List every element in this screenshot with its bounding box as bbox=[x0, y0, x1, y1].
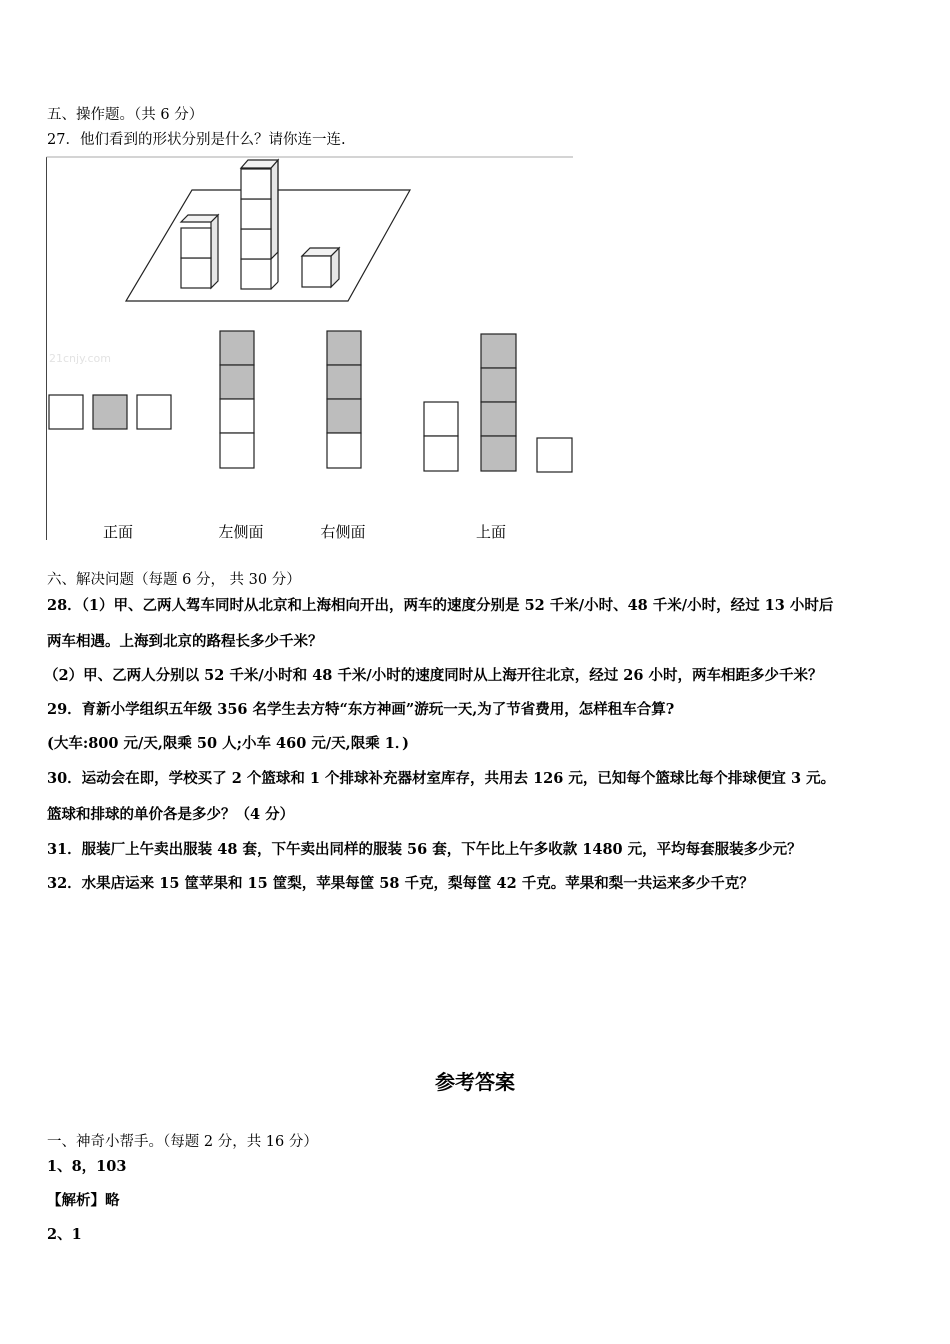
question-28-line-1: 28．（1）甲、乙两人驾车同时从北京和上海相向开出，两车的速度分别是 52 千米/小时、48 千米/小时，经过 13 小时后 bbox=[47, 597, 834, 614]
question-29-line-1: 29．育新小学组织五年级 356 名学生去方特“东方神画”游玩一天,为了节省费用，怎样租车合算? bbox=[47, 701, 675, 718]
top-view bbox=[424, 334, 572, 472]
label-left-side: 左侧面 bbox=[218, 523, 264, 541]
question-31: 31．服装厂上午卖出服装 48 套，下午卖出同样的服装 56 套，下午比上午多收款 1480 元，平均每套服装多少元？ bbox=[47, 841, 802, 858]
front-view bbox=[49, 395, 171, 429]
question-30-line-1: 30．运动会在即，学校买了 2 个篮球和 1 个排球补充器材室库存，共用去 126 元，已知每个篮球比每个排球便宜 3 元。 bbox=[47, 770, 836, 787]
answer-1: 1、8，103 bbox=[47, 1158, 127, 1175]
question-30-line-2: 篮球和排球的单价各是多少？（4 分） bbox=[47, 806, 295, 823]
label-right-side: 右侧面 bbox=[320, 523, 366, 541]
question-29-line-2: (大车:800 元/天,限乘 50 人;小车 460 元/天,限乘 1．) bbox=[47, 735, 409, 752]
question-32: 32．水果店运来 15 筐苹果和 15 筐梨，苹果每筐 58 千克，梨每筐 42 千克。苹果和梨一共运来多少千克？ bbox=[47, 875, 754, 892]
views-figure bbox=[45, 155, 575, 545]
answers-title: 参考答案 bbox=[435, 1070, 515, 1094]
answer-analysis: 【解析】略 bbox=[47, 1192, 120, 1209]
question-28-line-3: （2）甲、乙两人分别以 52 千米/小时和 48 千米/小时的速度同时从上海开往北京，经过 26 小时，两车相距多少千米？ bbox=[44, 667, 823, 684]
label-top: 上面 bbox=[475, 523, 507, 541]
cube-scene bbox=[126, 160, 410, 301]
right-side-view bbox=[327, 331, 361, 468]
left-side-view bbox=[220, 331, 254, 468]
answers-section-1: 一、神奇小帮手。（每题 2 分，共 16 分） bbox=[47, 1134, 318, 1150]
label-front: 正面 bbox=[102, 523, 134, 541]
section-6-title: 六、解决问题（每题 6 分， 共 30 分） bbox=[47, 572, 301, 588]
question-27: 27．他们看到的形状分别是什么？请你连一连. bbox=[47, 132, 346, 148]
question-28-line-2: 两车相遇。上海到北京的路程长多少千米？ bbox=[47, 633, 323, 650]
section-5-title: 五、操作题。（共 6 分） bbox=[47, 107, 204, 123]
single-cube bbox=[302, 248, 339, 287]
answer-2: 2、1 bbox=[47, 1226, 82, 1243]
watermark: 21cnjy.com bbox=[49, 352, 112, 365]
